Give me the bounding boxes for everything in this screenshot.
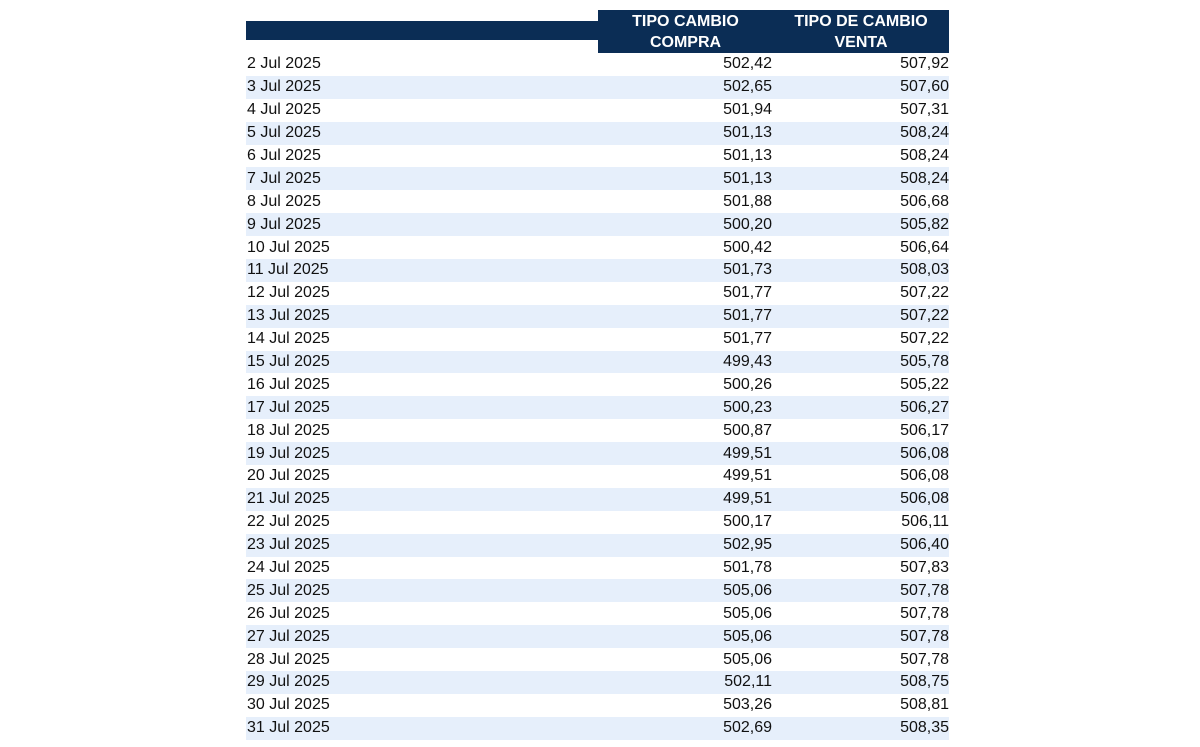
table-row (246, 419, 949, 442)
header-compra-line1: TIPO CAMBIO (632, 13, 739, 30)
row-date: 22 Jul 2025 (247, 513, 330, 531)
row-date: 9 Jul 2025 (247, 215, 321, 233)
table-row (246, 167, 949, 190)
row-date: 23 Jul 2025 (247, 536, 330, 554)
row-venta: 508,24 (900, 147, 949, 164)
row-venta: 506,11 (901, 513, 949, 531)
row-venta: 506,40 (900, 536, 949, 554)
table-row (246, 534, 949, 557)
table-row (246, 213, 949, 236)
row-venta: 508,75 (900, 673, 949, 691)
row-venta: 508,24 (900, 169, 949, 187)
row-compra: 500,87 (723, 421, 772, 439)
row-compra: 499,51 (723, 490, 772, 508)
table-row (246, 648, 949, 671)
row-date: 31 Jul 2025 (247, 719, 330, 737)
table-header (246, 10, 949, 53)
row-compra: 499,51 (723, 444, 772, 462)
row-date: 29 Jul 2025 (247, 673, 330, 691)
row-date: 8 Jul 2025 (247, 192, 321, 210)
row-compra: 501,13 (723, 169, 772, 187)
row-compra: 501,88 (723, 192, 772, 210)
table-row (246, 282, 949, 305)
row-compra: 502,65 (723, 78, 772, 96)
row-date: 17 Jul 2025 (247, 398, 330, 416)
row-date: 19 Jul 2025 (247, 444, 330, 462)
row-compra: 505,06 (723, 627, 772, 645)
table-row (246, 694, 949, 717)
row-compra: 502,69 (723, 719, 772, 737)
row-compra: 499,43 (723, 353, 772, 371)
row-venta: 506,08 (900, 467, 949, 485)
row-compra: 502,95 (723, 536, 772, 554)
table-row (246, 465, 949, 488)
row-venta: 507,22 (900, 284, 949, 302)
row-venta: 507,83 (900, 559, 949, 577)
table-row (246, 442, 949, 465)
table-row (246, 190, 949, 213)
row-compra: 500,17 (723, 513, 772, 531)
row-date: 21 Jul 2025 (247, 490, 330, 508)
row-venta: 505,78 (900, 353, 949, 371)
table-row (246, 76, 949, 99)
row-venta: 507,78 (900, 581, 949, 599)
row-compra: 499,51 (723, 467, 772, 485)
table-row (246, 351, 949, 374)
header-compra-line2: COMPRA (649, 34, 722, 51)
row-venta: 507,78 (900, 650, 949, 668)
table-row (246, 396, 949, 419)
row-compra: 503,26 (723, 696, 772, 714)
row-compra: 501,77 (723, 330, 772, 348)
row-compra: 505,06 (723, 604, 772, 622)
row-date: 7 Jul 2025 (247, 169, 321, 187)
row-venta: 507,78 (900, 604, 949, 622)
row-compra: 501,94 (723, 101, 772, 119)
row-date: 30 Jul 2025 (247, 696, 330, 714)
row-date: 26 Jul 2025 (247, 604, 330, 622)
row-compra: 502,42 (723, 55, 772, 73)
row-venta: 506,68 (900, 192, 949, 210)
row-date: 16 Jul 2025 (247, 375, 330, 393)
header-bar (246, 21, 598, 40)
row-venta: 507,31 (900, 101, 949, 119)
row-compra: 500,26 (723, 375, 772, 393)
row-date: 11 Jul 2025 (247, 261, 329, 279)
header-venta (773, 10, 949, 53)
row-venta: 505,22 (900, 375, 949, 393)
row-venta: 505,82 (900, 215, 949, 233)
table-row (246, 99, 949, 122)
row-date: 6 Jul 2025 (247, 147, 321, 164)
row-compra: 501,78 (723, 559, 772, 577)
row-date: 12 Jul 2025 (247, 284, 330, 302)
row-date: 4 Jul 2025 (247, 101, 321, 119)
row-date: 10 Jul 2025 (247, 238, 330, 256)
table-row (246, 488, 949, 511)
row-venta: 506,27 (900, 398, 949, 416)
row-date: 2 Jul 2025 (247, 55, 321, 73)
table-row (246, 259, 949, 282)
table-row (246, 557, 949, 580)
row-venta: 507,22 (900, 307, 949, 325)
row-venta: 506,64 (900, 238, 949, 256)
header-venta-line2: VENTA (834, 34, 888, 51)
table-row (246, 328, 949, 351)
row-date: 5 Jul 2025 (247, 124, 321, 142)
table-row (246, 145, 949, 168)
table-row (246, 625, 949, 648)
table-row (246, 717, 949, 740)
table-row (246, 122, 949, 145)
row-venta: 506,08 (900, 444, 949, 462)
row-venta: 506,08 (900, 490, 949, 508)
row-compra: 505,06 (723, 581, 772, 599)
row-venta: 507,92 (900, 55, 949, 73)
row-date: 28 Jul 2025 (247, 650, 330, 668)
row-compra: 501,77 (723, 284, 772, 302)
header-compra (598, 10, 773, 53)
row-compra: 501,13 (723, 124, 772, 142)
row-venta: 507,60 (900, 78, 949, 96)
row-date: 3 Jul 2025 (247, 78, 321, 96)
row-date: 15 Jul 2025 (247, 353, 330, 371)
row-venta: 508,03 (900, 261, 949, 279)
table-row (246, 373, 949, 396)
row-compra: 500,42 (723, 238, 772, 256)
header-venta-line1: TIPO DE CAMBIO (794, 13, 928, 30)
row-date: 13 Jul 2025 (247, 307, 330, 325)
row-date: 24 Jul 2025 (247, 559, 330, 577)
row-venta: 506,17 (900, 421, 949, 439)
row-venta: 507,78 (900, 627, 949, 645)
row-date: 25 Jul 2025 (247, 581, 330, 599)
table-row (246, 511, 949, 534)
row-venta: 508,81 (900, 696, 949, 714)
table-row (246, 671, 949, 694)
table-row (246, 579, 949, 602)
row-compra: 501,13 (723, 147, 772, 164)
row-compra: 500,20 (723, 215, 772, 233)
row-compra: 501,73 (723, 261, 772, 279)
row-date: 20 Jul 2025 (247, 467, 330, 485)
row-compra: 500,23 (723, 398, 772, 416)
row-compra: 501,77 (723, 307, 772, 325)
row-date: 27 Jul 2025 (247, 627, 330, 645)
table-row (246, 236, 949, 259)
table-row (246, 53, 949, 76)
row-venta: 508,35 (900, 719, 949, 737)
table-row (246, 305, 949, 328)
row-date: 18 Jul 2025 (247, 421, 330, 439)
row-date: 14 Jul 2025 (247, 330, 330, 348)
row-venta: 507,22 (900, 330, 949, 348)
row-compra: 505,06 (723, 650, 772, 668)
row-venta: 508,24 (900, 124, 949, 142)
row-compra: 502,11 (724, 673, 772, 691)
table-body (246, 53, 949, 740)
table-row (246, 602, 949, 625)
exchange-rate-table (246, 10, 949, 740)
